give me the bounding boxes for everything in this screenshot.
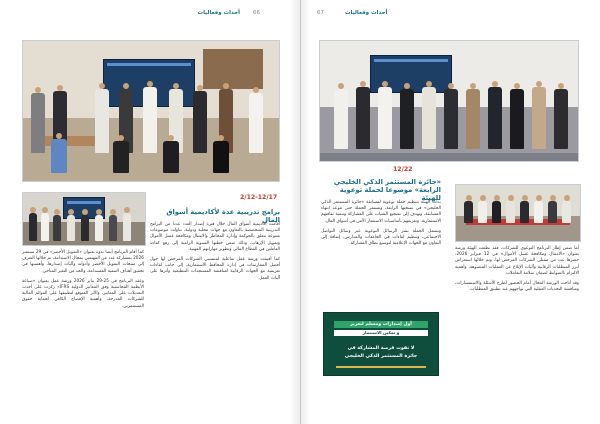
article-body-left-column (321, 200, 441, 251)
right-page (300, 0, 600, 424)
paragraph: وعقد البرنامج في 25-29 يناير 2026 ورشة عمل بعنوان «صياغة الأنظمة المحاسبية وفق المعايير الدولية IFRS» ركزت على أحدث التعديلات على المعايير، والأثر المتوقع لتطبيقها على القوائم المالية للشركات المدرجة، وأهمية الإفصاح الكافي لحماية حقوق المستثمرين. (22, 278, 145, 309)
page-number: 67 (317, 10, 324, 16)
article-date: 12/22 (393, 166, 413, 173)
group-photo-training (22, 40, 280, 182)
article-body-right-column (150, 222, 280, 286)
ad-badge: أول إصدارات ومسلم لتعزيز (334, 321, 428, 328)
page-number: 66 (253, 10, 260, 16)
paragraph: كما أقام البرنامج أيضا ندوة بعنوان «التمويل الأخضر» في 29 سبتمبر 2026 بمشاركة عدد من المهتمين بمجال الاستدامة، تم خلالها التعرف إلى منتجات التمويل الأخضر وأدواته وآليات إصدارها، وأهميتها في تحقيق أهداف التنمية المستدامة، والحد من التغير المناخي. (22, 250, 144, 274)
article-body-left-column (22, 250, 144, 314)
ad-line-2: جائزة المستثمر الذكي الخليجي (344, 354, 418, 359)
paragraph: أقامت أكاديمية أسواق المال خلال فترة إصدار العدد عددا من البرامج التدريبية المتخصصة بالتعاون مع جهات محلية ودولية، تناولت موضوعات متنوعة تتعلق بالحوكمة وإدارة المخاطر والامتثال ومكافحة غسل الأموال وتمويل الإرهاب، وذلك ضمن خطتها السنوية الرامية إلى رفع كفاءة العاملين في القطاع المالي وتطوير مهاراتهم المهنية. (150, 222, 280, 252)
article-title: برامج تدريبية عدة لأكاديمية أسواق المال (166, 208, 280, 224)
article-body-right-column (455, 246, 579, 297)
smart-investor-ad-banner (323, 312, 439, 376)
paragraph: أما ضمن إطار البرنامج التوعوي للشركات، فقد نظمت الهيئة ورشة بعنوان «الامتثال ومكافحة غسل الأموال» في 12 فبراير 2026، حضرها عدد من ممثلي الشركات المرخص لها، وتم خلالها استعراض أبرز المتطلبات الرقابية وآليات الإبلاغ عن العمليات المشبوهة، وأهمية الالتزام بالضوابط لضمان سلامة التعاملات. (455, 246, 580, 276)
ad-accent-bar (336, 366, 426, 368)
section-header: أحداث وفعاليات (345, 10, 388, 16)
ad-line-1: لا تفوت فرصة المشاركة في (347, 346, 415, 351)
paragraph: كما أقيمت ورشة عمل تفاعلية لمنتسبي الشركات المرخص لها حول أفضل الممارسات في إدارة المحافظ الاستثمارية، إلى جانب لقاءات تعريفية مع الجهات الرقابية لمناقشة المستجدات التنظيمية وأثرها على آليات العمل. (150, 257, 280, 281)
workshop-photo (455, 184, 581, 242)
ad-subtitle: و تمكين الاستثمار (334, 330, 428, 336)
group-photo-campaign (319, 40, 579, 162)
section-header: أحداث وفعاليات (197, 10, 240, 16)
paragraph: وتشمل الحملة نشر الرسائل التوعوية عبر وسائل التواصل الاجتماعي، وتنظيم لقاءات في الجامعات والمدارس، إضافة إلى التعاون مع الجهات الإعلامية لتوسيع نطاق المشاركة. (321, 228, 441, 247)
paragraph: وقد أتاحت الورشة المجال أمام الحضور لطرح الأسئلة والاستفسارات، ومناقشة التحديات العملية التي تواجههم عند تطبيق المتطلبات. (455, 281, 579, 293)
small-group-photo (22, 192, 146, 246)
article-date: 2/12-12/17 (240, 194, 278, 201)
article-title: «جائزة المستثمر الذكي الخليجي الرابعة» موضوعا لحملة توعوية للهيئة (333, 178, 441, 202)
paragraph: بدأت الهيئة بتنظيم حملة توعوية لمسابقة «جائزة المستثمر الذكي الخليجي» في نسختها الرابعة، وتستمر الحملة حتى موعد انتهاء المسابقة، وتهدف إلى تشجيع الشباب على المشاركة وتنمية ثقافتهم الاستثمارية، وتعريفهم بأساسيات الاستثمار الآمن في أسواق المال. (321, 200, 441, 224)
